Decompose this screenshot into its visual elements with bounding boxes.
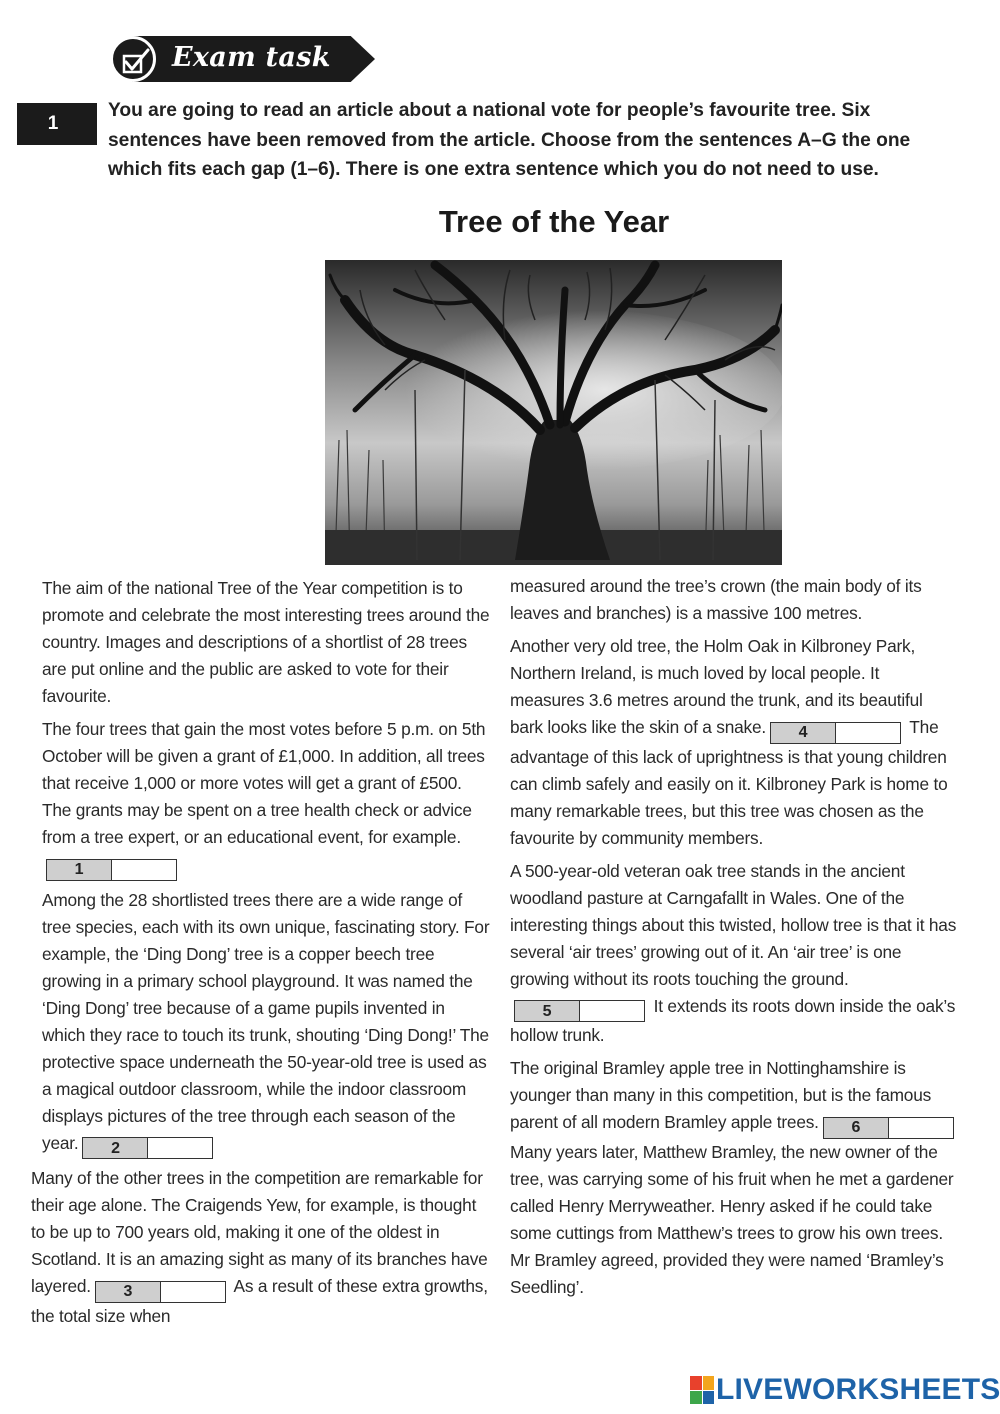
gap-number: 5 <box>515 1001 580 1021</box>
answer-gap-2[interactable] <box>82 1137 213 1159</box>
checkbox-tick-icon <box>121 48 151 76</box>
answer-gap-3[interactable] <box>95 1281 226 1303</box>
article-column-left <box>31 575 490 1336</box>
answer-gap-5[interactable] <box>514 1000 645 1022</box>
gap-answer-box[interactable] <box>580 1001 644 1021</box>
answer-gap-6[interactable] <box>823 1117 954 1139</box>
liveworksheets-logo-icon <box>690 1376 714 1404</box>
paragraph: The original Bramley apple tree in Nottinghamshire is younger than many in this competition, but is the famous parent of all modern Bramley apple trees. 6 Many years later, Matthew Bramley, the new owner of the tree, was carrying some of his fruit when he met a gardener called Henry Merryweather. Henry asked if he could take some cuttings from Matthew’s trees to grow his own trees. Mr Bramley agreed, provided they were named ‘Bramley’s Seedling’. <box>510 1058 954 1297</box>
gap-number: 3 <box>96 1282 161 1302</box>
gap-answer-box[interactable] <box>889 1118 953 1138</box>
gap-answer-box[interactable] <box>148 1138 212 1158</box>
gap-number: 6 <box>824 1118 889 1138</box>
paragraph: A 500-year-old veteran oak tree stands in the ancient woodland pasture at Carngafallt in Wales. One of the interesting things about this twisted, hollow tree is that it has several ‘air trees’ growing out of it. An ‘air tree’ is one growing without its roots touching the ground. 5 It extends its roots down inside the oak’s hollow trunk. <box>510 860 957 1045</box>
banner-title: Exam task <box>172 42 331 73</box>
gap-answer-box[interactable] <box>112 860 176 880</box>
logo-text: LIVEWORKSHEETS <box>716 1373 1000 1406</box>
paragraph: The four trees that gain the most votes before 5 p.m. on 5th October will be given a grant of £1,000. In addition, all trees that receive 1,000 or more votes will get a grant of £500. The grants may be spent on a tree health check or advice from a tree expert, or an educational event, for example. 1 <box>42 716 490 881</box>
paragraph: measured around the tree’s crown (the main body of its leaves and branches) is a massive 100 metres. <box>510 576 922 623</box>
paragraph: Another very old tree, the Holm Oak in Kilbroney Park, Northern Ireland, is much loved by local people. It measures 3.6 metres around the trunk, and its beautiful bark looks like the skin of a snake. 4 The advantage of this lack of uprightness is that young children can climb safely and easily on it. Kilbroney Park is home to many remarkable trees, but this tree was chosen as the favourite by community members. <box>510 636 948 848</box>
paragraph: Among the 28 shortlisted trees there are a wide range of tree species, each with its own unique, fascinating story. For example, the ‘Ding Dong’ tree is a copper beech tree growing in a primary school playground. It was named the ‘Ding Dong’ tree because of a game pupils invented in which they race to touch its trunk, shouting ‘Ding Dong!’ The protective space underneath the 50-year-old tree is used as a magical outdoor classroom, while the indoor classroom displays pictures of the tree through each season of the year. 2 <box>42 887 490 1160</box>
gap-answer-box[interactable] <box>836 723 900 743</box>
tree-photo <box>325 260 782 565</box>
paragraph: The aim of the national Tree of the Year competition is to promote and celebrate the most interesting trees around the country. Images and descriptions of a shortlist of 28 trees are put online and the public are asked to vote for their favourite. <box>42 578 490 706</box>
gap-number: 1 <box>47 860 112 880</box>
answer-gap-4[interactable] <box>770 722 901 744</box>
paragraph: Many of the other trees in the competition are remarkable for their age alone. The Craigends Yew, for example, is thought to be up to 700 years old, making it one of the oldest in Scotland. It is an amazing sight as many of its branches have layered. 3 As a result of these extra growths, the total size when <box>31 1168 488 1326</box>
banner-circle <box>110 36 156 82</box>
answer-gap-1[interactable] <box>46 859 177 881</box>
gap-number: 2 <box>83 1138 148 1158</box>
gap-answer-box[interactable] <box>161 1282 225 1302</box>
gap-number: 4 <box>771 723 836 743</box>
article-title: Tree of the Year <box>438 204 670 239</box>
task-number: 1 <box>17 103 97 145</box>
liveworksheets-logo[interactable] <box>690 1372 1000 1408</box>
exam-task-banner <box>110 36 375 82</box>
task-instructions: You are going to read an article about a national vote for people’s favourite tree. Six sentences have been removed from the article. Choose from the sentences A–G the one which fits each gap (1–6). There is one extra sentence which you do not need to use. <box>108 100 911 180</box>
article-column-right <box>510 573 958 1307</box>
